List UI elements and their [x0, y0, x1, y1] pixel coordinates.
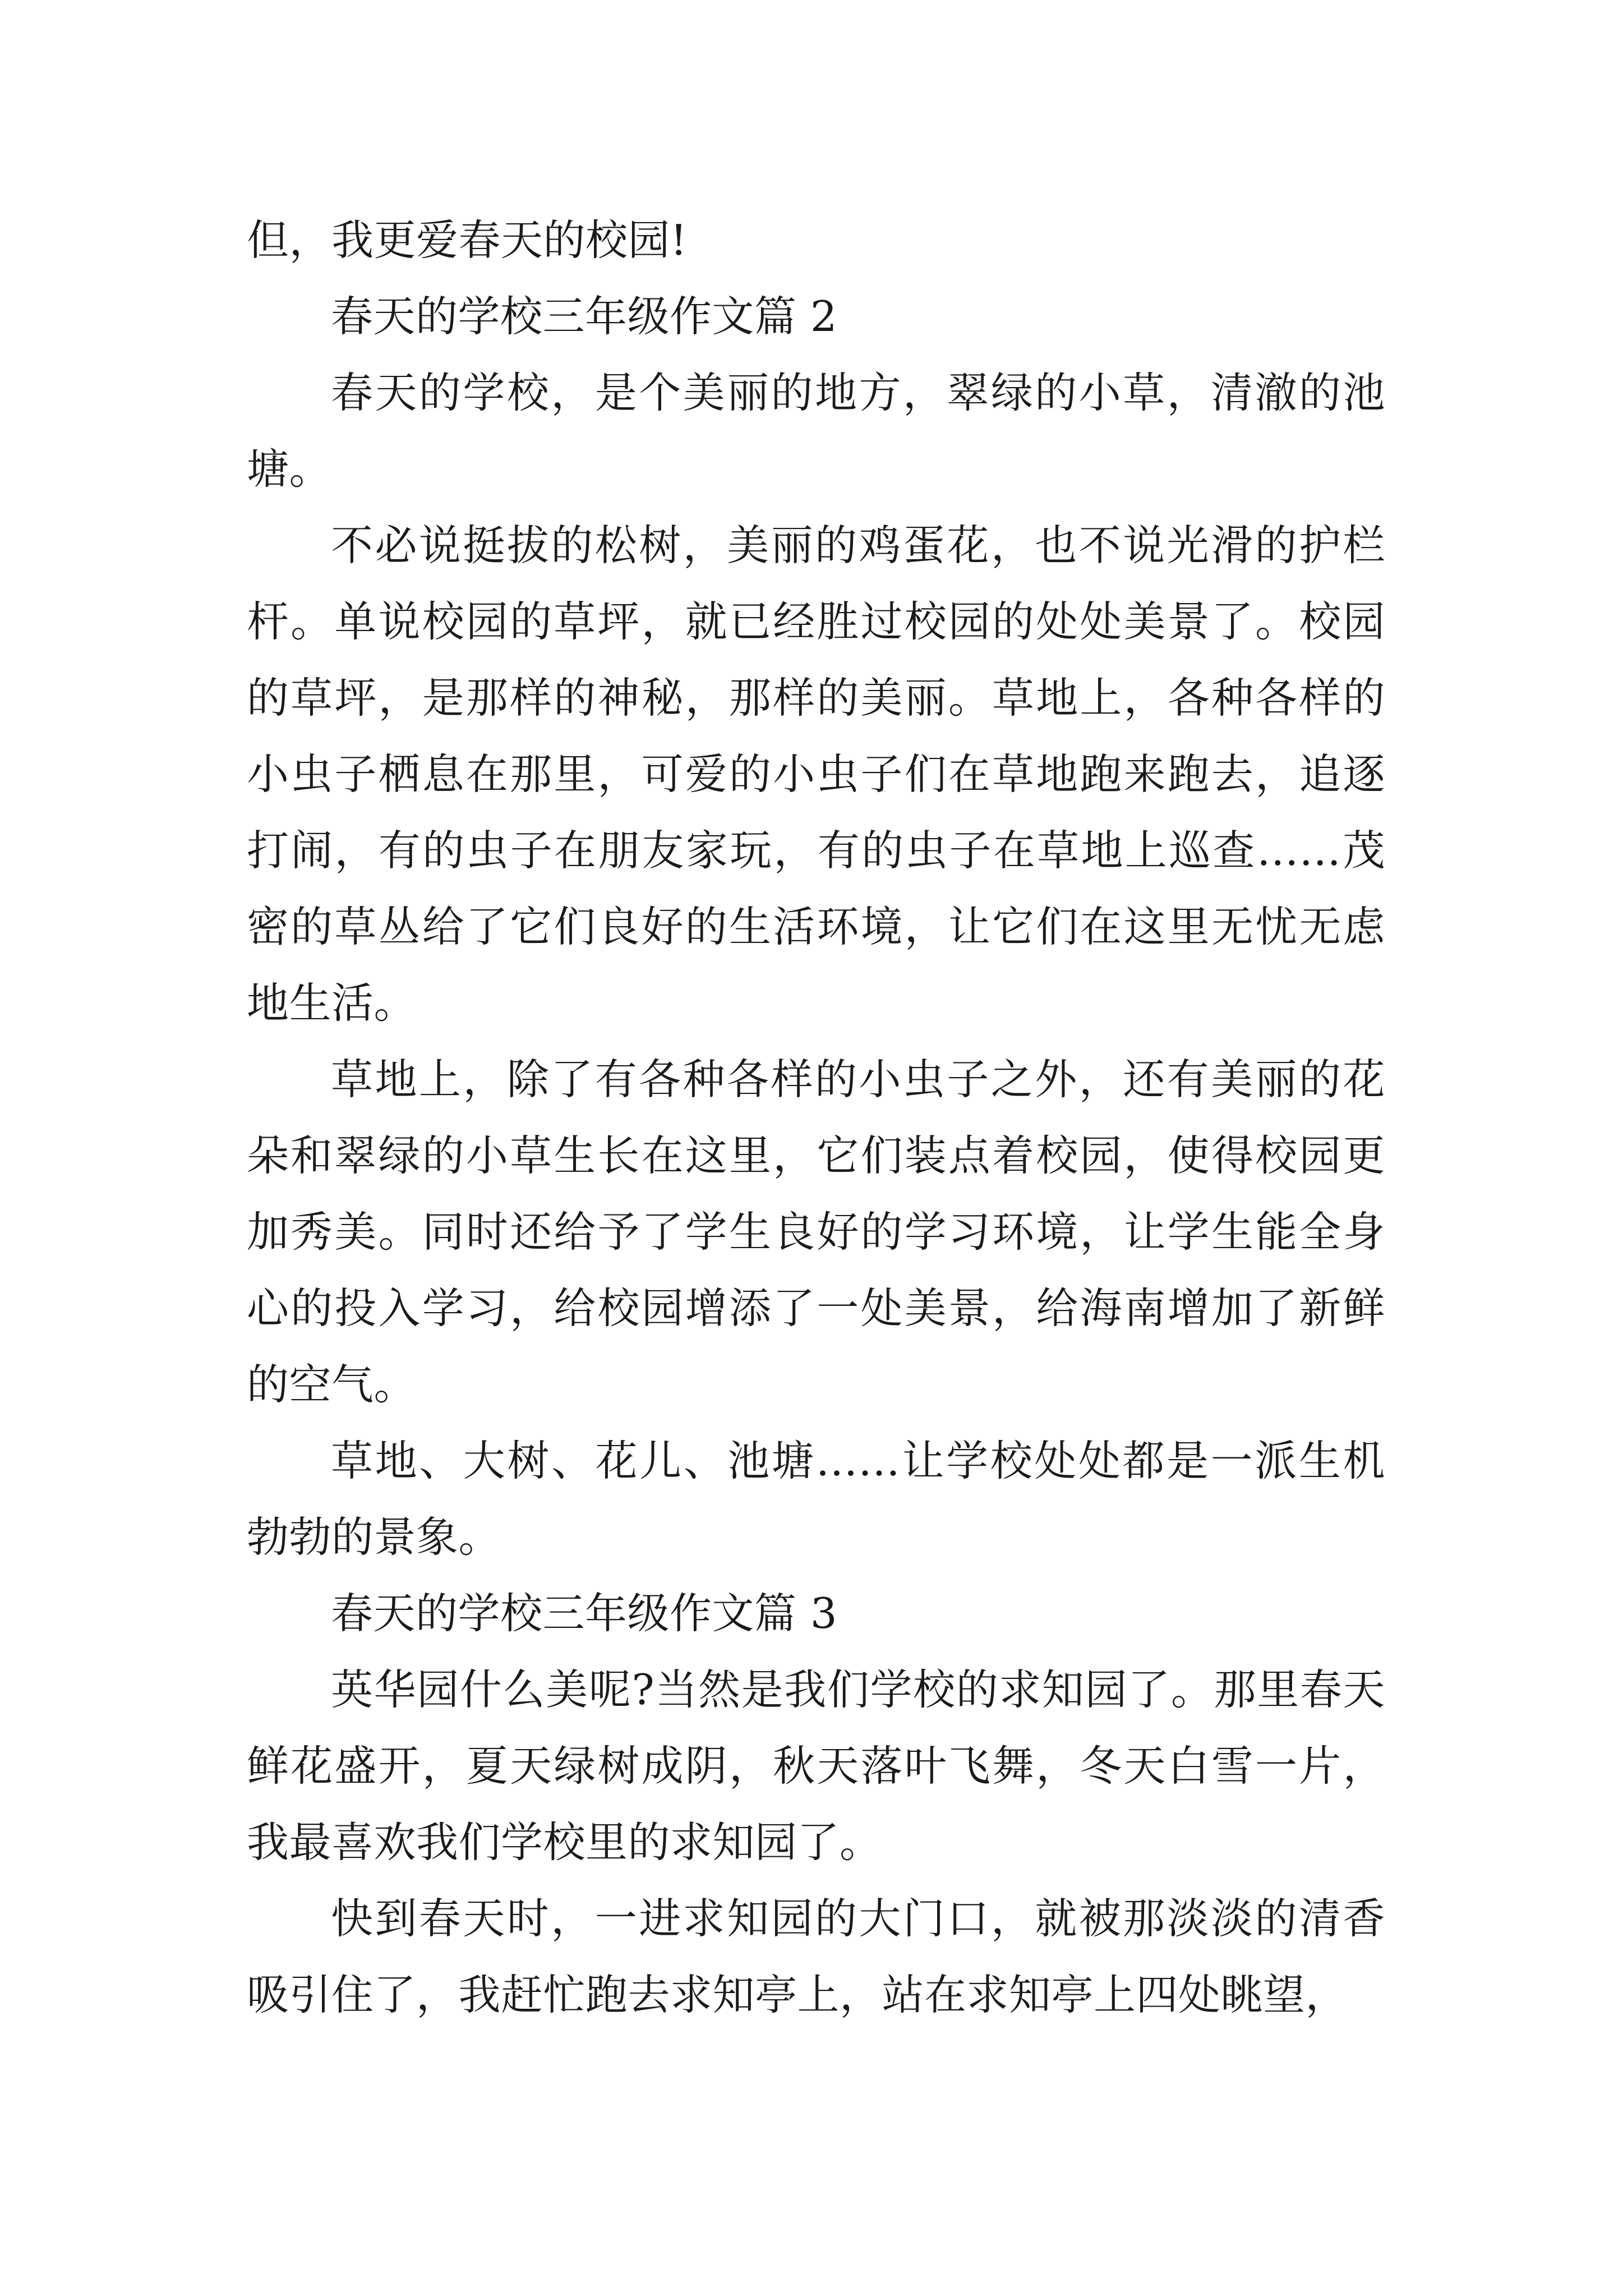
section-heading: 春天的学校三年级作文篇 2 [331, 292, 838, 341]
paragraph: 春天的学校，是个美丽的地方，翠绿的小草，清澈的池塘。 [247, 368, 1385, 494]
paragraph: 英华园什么美呢?当然是我们学校的求知园了。那里春天鲜花盛开，夏天绿树成阴，秋天落叶飞舞，冬天白雪一片，我最喜欢我们学校里的求知园了。 [247, 1665, 1385, 1867]
paragraph: 但，我更爱春天的校园! [247, 215, 688, 265]
section-heading: 春天的学校三年级作文篇 3 [331, 1589, 838, 1638]
paragraph: 不必说挺拔的松树，美丽的鸡蛋花，也不说光滑的护栏杆。单说校园的草坪，就已经胜过校园的处处美景了。校园的草坪，是那样的神秘，那样的美丽。草地上，各种各样的小虫子栖息在那里，可爱的小虫子们在草地跑来跑去，追逐打闹，有的虫子在朋友家玩，有的虫子在草地上巡查……茂密的草丛给了它们良好的生活环境，让它们在这里无忧无虑地生活。 [247, 521, 1385, 1028]
document-body [247, 202, 1385, 2033]
paragraph: 草地上，除了有各种各样的小虫子之外，还有美丽的花朵和翠绿的小草生长在这里，它们装点着校园，使得校园更加秀美。同时还给予了学生良好的学习环境，让学生能全身心的投入学习，给校园增添了一处美景，给海南增加了新鲜的空气。 [247, 1055, 1385, 1409]
paragraph: 草地、大树、花儿、池塘……让学校处处都是一派生机勃勃的景象。 [247, 1436, 1385, 1562]
paragraph: 快到春天时，一进求知园的大门口，就被那淡淡的清香吸引住了，我赶忙跑去求知亭上，站在求知亭上四处眺望， [247, 1894, 1385, 2019]
